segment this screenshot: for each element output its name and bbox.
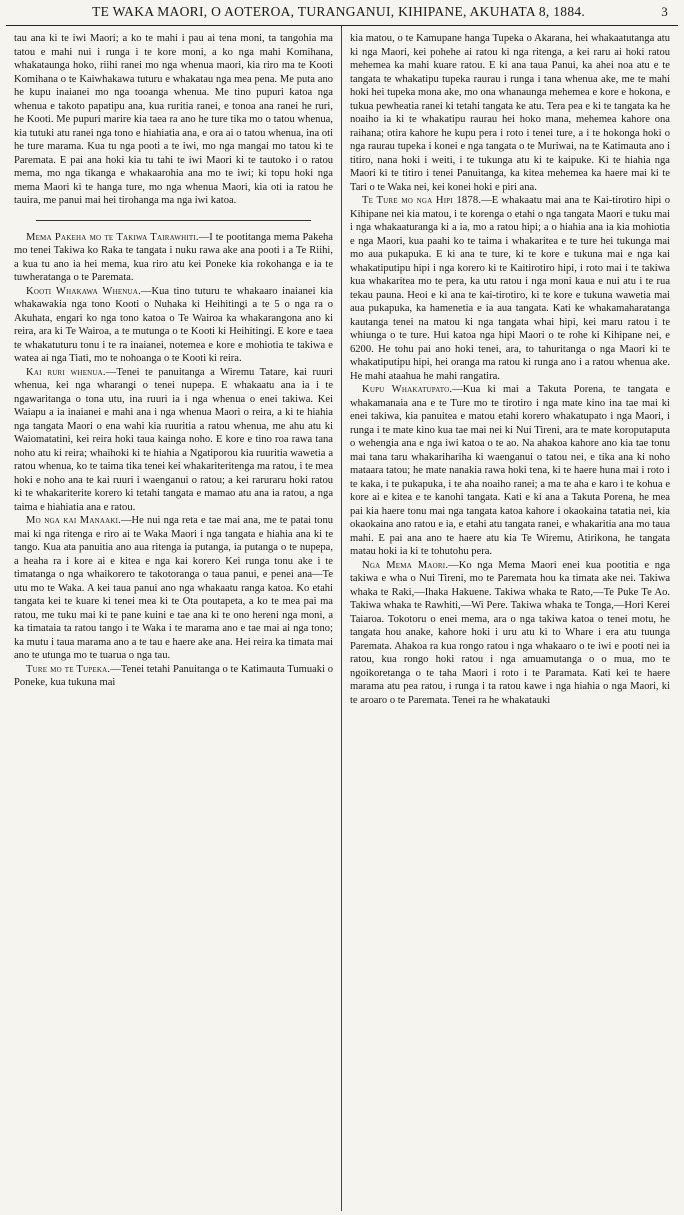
divider-rule	[36, 220, 310, 221]
article-continuation: tau ana ki te iwi Maori; a ko te mahi i pau ai tena moni, ta tangohia ma tatou e mahi nui i runga i te kore moni, a ko nga mahi Komihana, whakataunga hoko, riihi ranei mo nga whenua maori, kia riro ma te Kooti Komihana o te Kaiwhakawa tuturu e whakatau nga mea pena. Me puta ano he kupu inaianei mo nga tooanga whenua. Me tino pupuri katoa nga whenua e takoto papatipu ana, kua ruritia ranei, e tonoa ana ranei he ruri, he Kooti. Me pupuri marire kia taea ra ano he ture tika mo o tatou whenua, kia tutuki atu ranei nga tono e hiahiatia ana, e ora ai o tatou whenua, ina oti he ture marama. Kua tu nga pooti a te iwi, mo nga mangai mo tatou ki te Paremata. E pai ana hoki kia tu tahi te iwi Maori ki te tautoko i o ratou mema, mo nga tikanga e whakaarohia ana mo te iwi; ki topu hoki nga mema Maori ki te hanga ture, mo nga whenua Maori, kia oti ia ratou he tauira, me panui mai hei tirohanga ma nga iwi katoa.	[14, 33, 333, 206]
article-tobacco-law	[14, 663, 333, 690]
article-body: —Kua ki mai a Takuta Porena, te tangata e whakamanaia ana e te Ture mo te tirotiro i nga mate kino ina tae mai ki enei takiwa, kia panuitea e matou etahi korero whakatupato i nga Maori, i runga i te mate kino kua tae mai nei ki Nui Tireni, ara te mate koroputaputa o wehengia ana e nga iwi katoa o te ao. Na ahakoa kahore ano kia tae tonu mai tana taru whakarihariha ki waenganui o tatou nei, e tika ana ki noho mataara tatou; he mate nanakia rawa hoki tena, ki te haere huna mai i roto i te kaka, i te pukapuka, i te aha noaiho ranei; a ma te aha e karo i te kohua e kore ai e kitea e te kanohi tangata. Kati e ki ana a Takuta Porena, he mea pai kia haere tonu mai nga tangata katoa kahore i okaokaina tatatia nei, kia okaokaina ano ratou e ia, e etahi atu tangata ranei, e whakaritia ana mo taua mahi. E pai ana ano te haere atu kia Te Wiremu, Atirikona, he tangata matau hoki ia ki te tohutohu pera.	[350, 384, 670, 557]
masthead-title: TE WAKA MAORI, O AOTEROA, TURANGANUI, KIHIPANE, AKUHATA 8, 1884.	[92, 4, 586, 19]
article-tobacco-continuation: kia matou, o te Kamupane hanga Tupeka o Akarana, hei whakaatutanga atu ki nga Maori, kei pohehe ai ratou ki nga ritenga, a kei raru ai hoki ratou mehemea ka mahi kuare ratou. E ki ana taua Panui, ka ahei noa atu e te tangata te whakatipu tupeka raurau i runga i tana whenua ake, me te mahi hoki hei tupeka mona ake, mo ona whanaunga mehemea e kore e hokona, e tukua pewheatia ranei ki tetahi tangata ke atu. Tera pea e ki te tangata ka he noaiho ia ki te whakatipu raurau hei hoko mana, mehemea kahore ona raihana; otira kahore he kupu pera i roto i tenei ture, a i te hokonga hoki o nga raurau tupeka i konei e nga tangata o te Muriwai, na te Katimauta ano i titiro, nana hoki i weiti, i te tukunga atu ki te kaipuke. Ki te hiahia nga Maori ki te titiro i tenei Panuitanga, ka kitea mehemea ka haere mai ki te Tari o te Waka nei, kei konei hoki e piri ana.	[350, 33, 670, 193]
left-column	[6, 26, 342, 1211]
right-column	[342, 26, 678, 1211]
article-heading: Te Ture mo nga Hipi 1878.	[362, 195, 482, 206]
article-heading: Mema Pakeha mo te Takiwa Tairawhiti.	[26, 231, 199, 243]
article-surveyor	[14, 366, 333, 515]
article-heading: Kai ruri whenua.	[26, 366, 106, 378]
article-body: —Tenei te panuitanga a Wiremu Tatare, kai ruuri whenua, kei nga wharangi o tenei nupepa. E whakaatu ana ia i te ngawaritanga o tona utu, ina ruuri ia i nga whenua o enei takiwa. Kei Waiapu a ia inaianei e mahi ana i nga whenua Maori o reira, a ki te hiahia nga tangata Maori o ena wahi kia ruuritia a ratou whenua, me ahu atu ki Waiomatatini, kei reira hoki taua kainga noho. E kore e tino roa rawa tana noho atu ki reira; whaihoki ki te hiahia a Ngatiporou kia ruuritia wawetia a ratou whenua, ko te taima tika tenei kei whakariteritenga ma ratou, i te mea hoki e noho ana te kai ruuri i waenganui o ratou; a kei raruraru hoki ratou ki te whakariterite korero ki tetahi tangata e mamao atu ana ia ratou, a nga taima e hiahiatia ana e ratou.	[14, 366, 333, 513]
columns	[6, 26, 678, 1211]
article-land-court	[14, 285, 333, 366]
article-heading: Mo nga kai Manaaki.	[26, 515, 121, 526]
article-body: —Kua tino tuturu te whakaaro inaianei kia whakawakia nga tono Kooti o Nuhaka ki Heihitingi a te 5 o nga ra o Akuhata, engari ko nga tono katoa o Te Wairoa ka whakarangona ano ki reira, ara ki Te Wairoa, a te mutunga o te Kooti ki Heihitingi. E kore e taea te whakatuturu tonu i te ra inaianei, notemea e kore e mohiotia te takiwa e watea ai nga Tiati, mo te nohoanga o te Kooti ki reira.	[14, 285, 333, 364]
article-warning	[350, 383, 670, 559]
page-number: 3	[661, 4, 668, 19]
article-heading: Kooti Whakawa Whenua.	[26, 285, 141, 297]
article-subscribers	[14, 514, 333, 663]
article-body: —Tenei tetahi Panuitanga o te Katimauta Tumuaki o Poneke, kua tukuna mai	[14, 663, 334, 688]
article-body: —He nui nga reta e tae mai ana, me te patai tonu mai ki nga ritenga e riro ai te Waka Maori i nga tangata e hiahia ana ki te tango. Kua ata panuitia ano aua ritenga ia putanga, ia putanga o te nupepa, a heaha ra i kore ai e kitea e nga kai korero Kei runga tonu ake i te timatanga o nga whaikorero te takotoranga o taua panui, e penei ana—Te utu mo te Waka. A kei taua panui ano nga whakaatu ranga katoa. Ko etahi tangata kei te kuare ki tenei mea ki te Ota poutapeta, a ko te mea pai ma ratou, me tuku mai ki te pane kuini e tae ana ki te ono hereni nga moni, a ka timataia ta ratou tango i te Waka i te marama ano e tae mai ai nga tono; ka mutu i taua marama ano a te tau e haere ake ana. Hei reira ka timata mai ano te utunga mo te tuarua o nga tau.	[14, 515, 333, 661]
article-body: —Ko nga Mema Maori enei kua pootitia e nga takiwa e wha o Nui Tireni, mo te Paremata hou ka timata ake nei. Takiwa whaka te Raki,—Ihaka Hakuene. Takiwa whaka te Rato,—Te Puke Te Ao. Takiwa whaka te Rawhiti,—Wi Pere. Takiwa whaka te Tonga,—Hori Kerei Taiaroa. Tokotoru o enei mema, ara o nga takiwa katoa o tenei motu, he tangata hou anake, kahore hoki i uru atu ki to Whare i era atu tuunga Paremata. Ahakoa ra kua rongo ratou i nga whakaaro o te iwi e pooti nei ia ratou, kua rongo hoki ratou i nga amuamutanga o o mua, mo te ngoikoretanga o te taha Maori i roto i te Paramata. Kati kei te haere marama atu pea ratou, i runga i ta ratou kawe i nga hiahia o nga Maori, ki te aroaro o te Paremata. Tenei ra he whakatauki	[350, 559, 671, 706]
article-maori-members	[350, 559, 670, 708]
article-heading: Ture mo te Tupeka.	[26, 663, 111, 675]
article-heading: Nga Mema Maori.	[362, 559, 449, 571]
article-pakeha-member	[14, 231, 333, 285]
page-header	[6, 0, 678, 26]
article-body: —E whakaatu mai ana te Kai-tirotiro hipi o Kihipane nei kia matou, i te korenga o etahi o nga tangata Maori e tuku mai i nga whakaaturanga ki a ia, mo a ratou hipi; a o hiahia ana ia kia mohiotia e nga Maori, kua paahi ko te taima i whakaritea e te ture hei tukunga mai mo aua pukapuka. E ki ana te ture, ki te kore e tukuna mai e nga kai whakatiputipu hipi i nga korero ki te Kaitirotiro hipi, i roto mai i te takiwa kua whakaritea mo te pera, ka utu ratou i nga moni kaua e nui atu i te rua tekau pauna. Heoi e ki ana te kai-tirotiro, ki te kore e tukuna wawetia mai aua pukapuka, ka hamenetia e ia aua tangata. Kati ke whakamaharatanga kautanga tenei na matou ki nga tangata whai hipi, kei maru ratou i te whiunga o te ture. Hui katoa nga hipi Maori o te rohe ki Kihipane nei, e 6200. He tohu pai ano hoki tenei, ara, to tahuritanga o nga Maori ki te whakatiputipu hipi, hei oranga ma ratou ki runga ano i a ratou whenua ake. He mahi ataahua he mahi rangatira.	[350, 195, 670, 382]
article-heading: Kupu Whakatupato.	[362, 384, 453, 395]
article-body: —I te pootitanga mema Pakeha mo tenei Takiwa ko Raka te tangata i nuku rawa ake ana pooti i a Te Riihi, a kua tu ano ia hei mema, kua riro atu kei Poneke kia rokohanga e ia te tuwheratanga o te Paremata.	[14, 231, 333, 283]
article-sheep-act	[350, 194, 670, 383]
